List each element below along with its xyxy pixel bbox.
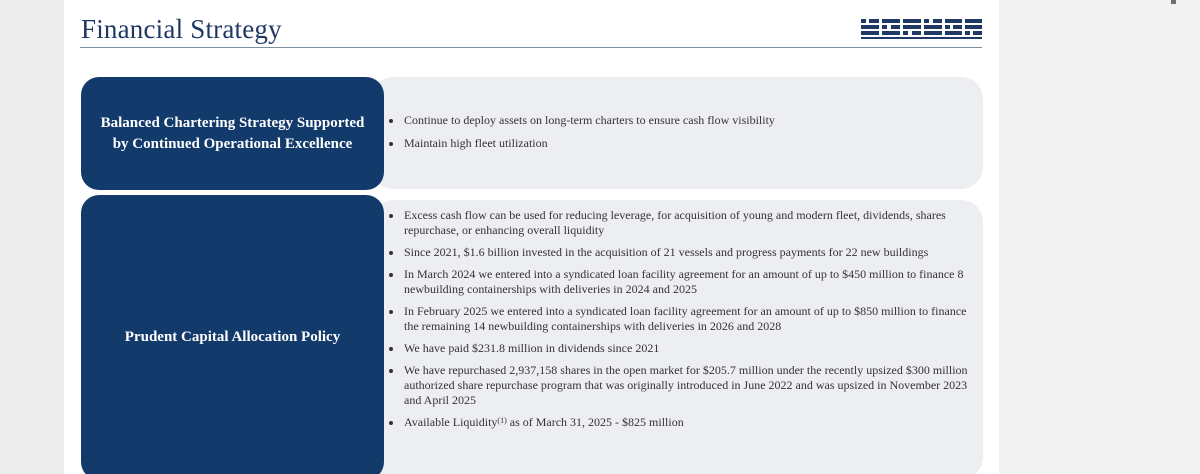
list-item: We have repurchased 2,937,158 shares in the open market for $205.7 million under the recently upsized $300 million authorized share repurchase program that was originally introduced in June 2022 and was upsized in November 2023 and April 2025 (388, 363, 972, 408)
slide-page (64, 0, 999, 474)
bullet-icon (389, 310, 393, 314)
bullet-icon (389, 214, 393, 218)
scrollbar-thumb[interactable] (1171, 0, 1176, 4)
section-heading: Prudent Capital Allocation Policy (81, 195, 384, 474)
right-side-panel (999, 0, 1200, 474)
page-title: Financial Strategy (81, 14, 282, 44)
bullet-icon (389, 119, 393, 123)
footnote-marker: (1) (497, 416, 507, 425)
list-item: We have paid $231.8 million in dividends since 2021 (388, 341, 972, 356)
list-item: In March 2024 we entered into a syndicated loan facility agreement for an amount of up to $450 million to finance 8 newbuilding containerships with deliveries in 2024 and 2025 (388, 267, 972, 297)
bullet-icon (389, 421, 393, 425)
list-item-liquidity: Available Liquidity$^{(1)}$ as of March 31, 2025 - $825 million (388, 415, 972, 430)
list-item: In February 2025 we entered into a syndicated loan facility agreement for an amount of up to $850 million to finance the remaining 14 newbuilding containerships with deliveries in 2026 and 2028 (388, 304, 972, 334)
bullet-list (388, 208, 972, 437)
list-item: Continue to deploy assets on long-term charters to ensure cash flow visibility (388, 113, 972, 128)
list-item: Excess cash flow can be used for reducing leverage, for acquisition of young and modern fleet, dividends, shares repurchase, or enhancing overall liquidity (388, 208, 972, 238)
title-divider (80, 47, 982, 48)
danaos-logo (859, 16, 983, 40)
bullet-icon (389, 142, 393, 146)
bullet-icon (389, 369, 393, 373)
list-item: Since 2021, $1.6 billion invested in the acquisition of 21 vessels and progress payments for 22 new buildings (388, 245, 972, 260)
left-gutter (0, 0, 64, 474)
bullet-icon (389, 251, 393, 255)
bullet-icon (389, 273, 393, 277)
bullet-list (388, 113, 972, 159)
list-item: Maintain high fleet utilization (388, 136, 972, 151)
bullet-icon (389, 347, 393, 351)
strategy-row-capital (81, 195, 983, 474)
section-heading: Balanced Chartering Strategy Supported by Continued Operational Excellence (81, 77, 384, 190)
strategy-row-chartering (81, 77, 983, 191)
